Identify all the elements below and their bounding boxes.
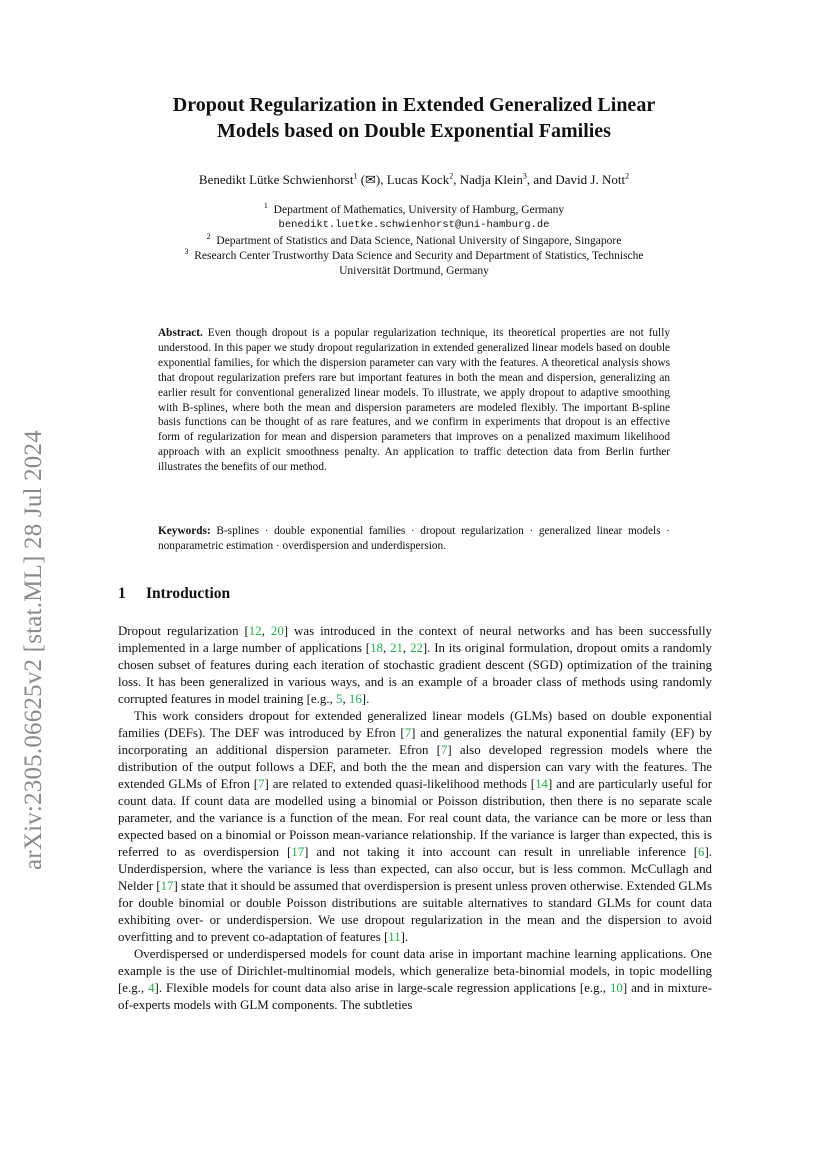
section-number: 1 (118, 585, 126, 602)
abstract (158, 326, 670, 475)
keywords-label: Keywords: (158, 525, 211, 537)
affiliation-1: $^1$ Department of Mathematics, University of Hamburg, Germany (263, 201, 565, 216)
citation-link[interactable]: 17 (160, 879, 174, 893)
citation-link[interactable]: 18 (370, 641, 383, 655)
citation-link[interactable]: 11 (388, 930, 401, 944)
paper-title (0, 92, 828, 144)
title-line-2: Models based on Double Exponential Families (217, 120, 611, 142)
author-2-affil: 2 (449, 171, 454, 181)
section-heading-introduction (118, 585, 230, 603)
author-list (0, 172, 828, 188)
citation-link[interactable]: 4 (148, 981, 155, 995)
keywords-text: B-splines · double exponential families · dropout regularization · generalized linear models · nonparametric estimation · overdispersion and underdispersion. (158, 525, 670, 552)
abstract-text: Even though dropout is a popular regularization technique, its theoretical properties are not fully understood. In this paper we study dropout regularization in extended generalized linear models based on double exponential families, for which the dispersion parameter can vary with the features. A theoretical analysis shows that dropout regularization prefers rare but important features in both the mean and dispersion, generalizing an earlier result for conventional generalized linear models. To illustrate, we apply dropout to adaptive smoothing with B-splines, where both the mean and dispersion parameters are modeled flexibly. The important B-spline basis functions can be thought of as rare features, and we confirm in experiments that dropout is an effective form of regularization for mean and dispersion parameters that improves on a penalized maximum likelihood approach with an explicit smoothness penalty. An application to traffic detection data from Berlin further illustrates the benefits of our method. (158, 327, 670, 474)
author-3: , Nadja Klein (453, 172, 523, 187)
section-title: Introduction (146, 585, 231, 602)
author-1-affil: 1 (353, 171, 358, 181)
citation-link[interactable]: 10 (609, 981, 623, 995)
author-3-affil: 3 (522, 171, 527, 181)
paragraph-2: This work considers dropout for extended generalized linear models (GLMs) based on double exponential families (DEFs). The DEF was introduced by Efron [7] and generalizes the natural exponential family (EF) by incorporating an additional dispersion parameter. Efron [7] also developed regression models where the distribution of the output follows a DEF, and both the the mean and dispersion can vary with the features. The extended GLMs of Efron [7] are related to extended quasi-likelihood methods [14] and are particularly useful for count data. If count data are modelled using a binomial or Poisson distribution, then there is no separate scale parameter, and the variance is a function of the mean. For real count data, the variance can be more or less than expected based on a binomial or Poisson mean-variance relationship. If the variance is larger than expected, this is referred to as overdispersion [17] and not taking it into account can result in unreliable inference [6]. Underdispersion, where the variance is less than expected, can also occur, but is less common. McCullagh and Nelder [17] state that it should be assumed that overdispersion is present unless proven otherwise. Extended GLMs for double binomial or double Poisson distributions are suitable alternatives to standard GLMs for count data exhibiting over- or underdispersion. We use dropout regularization in the mean and the dispersion to avoid overfitting and to prevent co-adaptation of features [11]. (118, 709, 712, 944)
citation-link[interactable]: 12 (248, 624, 262, 638)
citation-link[interactable]: 21 (390, 641, 403, 655)
arxiv-identifier: arXiv:2305.06625v2 [stat.ML] 28 Jul 2024 (20, 430, 47, 870)
affiliations (0, 203, 828, 279)
abstract-label: Abstract. (158, 327, 203, 339)
keywords (158, 524, 670, 554)
introduction-body (118, 623, 712, 1014)
citation-link[interactable]: 17 (291, 845, 305, 859)
citation-link[interactable]: 7 (404, 726, 412, 740)
citation-link[interactable]: 22 (409, 641, 423, 655)
affiliation-2: $^2$ Department of Statistics and Data Science, National University of Singapore, Singapore (206, 231, 622, 247)
mail-icon: (✉) (360, 172, 381, 187)
citation-link[interactable]: 7 (258, 777, 265, 791)
citation-link[interactable]: 6 (698, 845, 705, 859)
paragraph-1: Dropout regularization [12, 20] was introduced in the context of neural networks and has been successfully implemented in a large number of applications [18, 21, 22]. In its original formulation, dropout omits a randomly chosen subset of features during each iteration of stochastic gradient descent (SGD) optimization of the training loss. It has been generalized in various ways, and is an example of a broader class of methods using randomly corrupted features in model training [e.g., 5, 16]. (118, 624, 712, 706)
affiliation-3-cont: Universität Dortmund, Germany (339, 265, 489, 278)
citation-link[interactable]: 7 (440, 743, 448, 757)
citation-link[interactable]: 20 (270, 624, 284, 638)
affiliation-3: $^3$ Research Center Trustworthy Data Science and Security and Department of Statistics, Technische (184, 247, 644, 262)
paragraph-3: Overdispersed or underdispersed models for count data arise in important machine learning applications. One example is the use of Dirichlet-multinomial models, which generalize beta-binomial models, in topic modelling [e.g., 4]. Flexible models for count data also arise in large-scale regression applications [e.g., 10] and in mixture-of-experts models with GLM components. The subtleties (118, 947, 712, 1012)
author-4: , and David J. Nott (526, 172, 626, 187)
author-2: , Lucas Kock (380, 172, 450, 187)
citation-link[interactable]: 14 (535, 777, 548, 791)
author-1: Benedikt Lütke Schwienhorst (198, 172, 354, 187)
citation-link[interactable]: 5 (336, 692, 343, 706)
citation-link[interactable]: 16 (348, 692, 362, 706)
author-4-affil: 2 (625, 171, 630, 181)
corresponding-email[interactable]: benedikt.luetke.schwienhorst@uni-hamburg.de (278, 219, 550, 232)
title-line-1: Dropout Regularization in Extended Generalized Linear (172, 94, 656, 116)
